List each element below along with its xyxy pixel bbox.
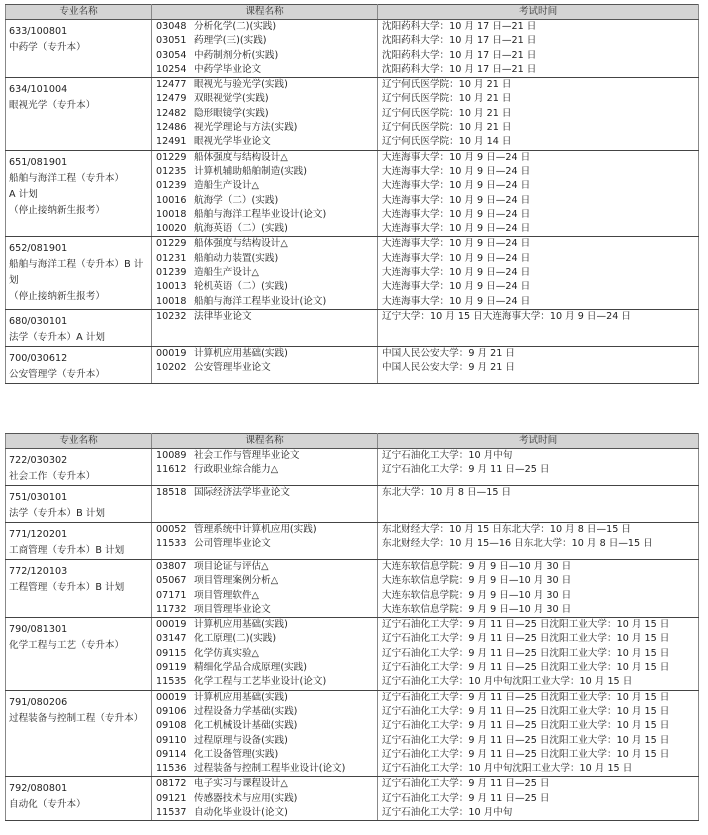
course-name: 项目管理软件△: [194, 589, 259, 601]
course-code: 03147: [156, 633, 187, 645]
course-name: 项目管理毕业论文: [194, 603, 271, 615]
course-code: 10089: [156, 450, 187, 461]
exam-time: 大连海事大学：10 月 9 日—24 日: [382, 208, 531, 220]
course-name: 造船生产设计△: [194, 180, 259, 192]
exam-time: 辽宁石油化工大学：10 月中旬: [382, 807, 513, 819]
course-name: 管理系统中计算机应用(实践): [194, 524, 317, 535]
major-line: 工商管理（专升本）B 计划: [9, 545, 125, 556]
table-row: [6, 237, 699, 309]
exam-time: 大连东软信息学院：9 月 9 日—10 月 30 日: [382, 575, 572, 587]
course-name: 视光学理论与方法(实践): [194, 122, 298, 134]
course-item: [152, 49, 377, 63]
exam-time: 辽宁石油化工大学：9 月 11 日—25 日沈阳工业大学：10 月 15 日: [382, 748, 670, 760]
exam-time: 东北大学：10 月 8 日—15 日: [382, 487, 512, 498]
course-item: [152, 618, 377, 632]
course-code: 10018: [156, 208, 187, 220]
exam-time: 辽宁石油化工大学：9 月 11 日—25 日: [382, 778, 550, 790]
header-major: 专业名称: [6, 5, 152, 20]
time-cell: [378, 560, 699, 618]
course-item: [152, 748, 377, 762]
course-item: [152, 762, 377, 776]
course-name: 双眼视觉学(实践): [194, 93, 269, 105]
exam-time: 中国人民公安大学：9 月 21 日: [382, 362, 515, 374]
course-code: 11533: [156, 538, 187, 550]
course-cell: [152, 486, 378, 523]
course-code: 10232: [156, 310, 187, 322]
course-name: 行政职业综合能力△: [194, 464, 279, 476]
course-item: [152, 691, 377, 705]
exam-time: 大连海事大学：10 月 9 日—24 日: [382, 267, 531, 279]
exam-time: 大连海事大学：10 月 9 日—24 日: [382, 252, 531, 264]
major-line: 自动化（专升本）: [9, 799, 86, 811]
header-time: 考试时间: [378, 5, 699, 20]
exam-time: 沈阳药科大学：10 月 17 日—21 日: [382, 35, 537, 47]
course-code: 01239: [156, 267, 187, 279]
course-item: [152, 719, 377, 733]
exam-time: 大连海事大学：10 月 9 日—24 日: [382, 281, 531, 293]
exam-time: 辽宁石油化工大学：9 月 11 日—25 日: [382, 464, 550, 476]
course-cell: [152, 523, 378, 560]
course-code: 09114: [156, 748, 187, 760]
exam-time: 辽宁何氏医学院：10 月 21 日: [382, 79, 512, 91]
course-code: 09121: [156, 792, 187, 804]
course-item: [152, 252, 377, 266]
course-name: 航海学（二）(实践): [194, 194, 279, 206]
course-item: [152, 179, 377, 193]
course-code: 01229: [156, 151, 187, 163]
exam-time: 辽宁石油化工大学：10 月中旬沈阳工业大学：10 月 15 日: [382, 676, 633, 688]
course-item: [152, 486, 377, 500]
exam-time: 辽宁石油化工大学：9 月 11 日—25 日沈阳工业大学：10 月 15 日: [382, 662, 670, 674]
course-code: 12486: [156, 122, 187, 134]
course-cell: [152, 449, 378, 486]
exam-schedule-table-1: [5, 4, 699, 384]
exam-time: 东北财经大学：10 月 15—16 日东北大学：10 月 8 日—15 日: [382, 538, 653, 550]
exam-time: 辽宁大学：10 月 15 日大连海事大学：10 月 9 日—24 日: [382, 310, 631, 322]
exam-time: 大连东软信息学院：9 月 9 日—10 月 30 日: [382, 589, 572, 601]
table-row: [6, 346, 699, 383]
course-name: 电子实习与课程设计△: [194, 778, 288, 790]
course-code: 05067: [156, 575, 187, 587]
major-line: 791/080206: [9, 696, 68, 708]
time-cell: [378, 20, 699, 78]
course-item: [152, 222, 377, 236]
major-line: 划: [9, 275, 19, 287]
table-row: [6, 486, 699, 523]
exam-time: 沈阳药科大学：10 月 17 日—21 日: [382, 49, 537, 61]
major-cell: [6, 690, 152, 777]
course-code: 07171: [156, 589, 187, 601]
major-line: 651/081901: [9, 156, 68, 168]
major-line: 634/101004: [9, 84, 68, 96]
course-code: 10202: [156, 362, 187, 374]
table-row: [6, 523, 699, 560]
table-row: [6, 777, 699, 821]
table-row: [6, 690, 699, 777]
course-item: [152, 449, 377, 463]
exam-time: 大连海事大学：10 月 9 日—24 日: [382, 180, 531, 192]
course-code: 09110: [156, 734, 187, 746]
table-body: [6, 449, 699, 821]
course-item: [152, 574, 377, 588]
major-line: 680/030101: [9, 315, 68, 327]
course-item: [152, 792, 377, 806]
major-line: （停止接纳新生报考）: [9, 291, 105, 303]
course-item: [152, 310, 377, 324]
course-name: 传感器技术与应用(实践): [194, 792, 298, 804]
course-cell: [152, 346, 378, 383]
course-name: 项目论证与评估△: [194, 561, 269, 572]
course-code: 10013: [156, 281, 187, 293]
course-code: 00052: [156, 524, 187, 535]
header-time: 考试时间: [378, 434, 699, 449]
course-name: 造船生产设计△: [194, 267, 259, 279]
course-code: 11732: [156, 603, 187, 615]
course-code: 00019: [156, 347, 187, 359]
exam-time: 大连海事大学：10 月 9 日—24 日: [382, 238, 531, 250]
course-code: 12477: [156, 79, 187, 91]
exam-time: 辽宁石油化工大学：9 月 11 日—25 日沈阳工业大学：10 月 15 日: [382, 633, 670, 645]
course-name: 计算机应用基础(实践): [194, 691, 288, 703]
course-name: 过程装备与控制工程毕业设计(论文): [194, 763, 346, 775]
course-code: 00019: [156, 619, 187, 631]
time-cell: [378, 346, 699, 383]
course-item: [152, 135, 377, 149]
course-code: 01229: [156, 238, 187, 250]
exam-time: 大连海事大学：10 月 9 日—24 日: [382, 165, 531, 177]
course-name: 精细化学品合成原理(实践): [194, 662, 308, 674]
course-cell: [152, 150, 378, 237]
exam-time: 辽宁何氏医学院：10 月 21 日: [382, 93, 512, 105]
course-name: 中药学毕业论文: [194, 63, 262, 75]
table-row: [6, 449, 699, 486]
course-code: 12482: [156, 107, 187, 119]
course-name: 过程设备力学基础(实践): [194, 705, 298, 717]
course-name: 船体强度与结构设计△: [194, 151, 288, 163]
course-cell: [152, 309, 378, 346]
course-code: 12479: [156, 93, 187, 105]
major-cell: [6, 346, 152, 383]
major-line: 772/120103: [9, 566, 68, 577]
course-code: 01231: [156, 252, 187, 264]
exam-time: 辽宁石油化工大学：9 月 11 日—25 日沈阳工业大学：10 月 15 日: [382, 705, 670, 717]
course-name: 化学仿真实验△: [194, 647, 259, 659]
course-item: [152, 165, 377, 179]
course-code: 10018: [156, 295, 187, 307]
course-item: [152, 34, 377, 48]
course-name: 眼视光学毕业论文: [194, 136, 271, 148]
course-item: [152, 92, 377, 106]
exam-time: 辽宁石油化工大学：10 月中旬沈阳工业大学：10 月 15 日: [382, 763, 633, 775]
course-item: [152, 560, 377, 574]
table-row: [6, 560, 699, 618]
course-item: [152, 347, 377, 361]
course-item: [152, 661, 377, 675]
course-name: 公司管理毕业论文: [194, 538, 271, 550]
course-name: 社会工作与管理毕业论文: [194, 450, 300, 461]
major-cell: [6, 20, 152, 78]
exam-time: 辽宁何氏医学院：10 月 14 日: [382, 136, 512, 148]
time-cell: [378, 449, 699, 486]
major-line: 社会工作（专升本）: [9, 471, 96, 482]
major-line: 船舶与海洋工程（专升本）B 计: [9, 259, 144, 271]
table-row: [6, 78, 699, 150]
exam-time: 东北财经大学：10 月 15 日东北大学：10 月 8 日—15 日: [382, 524, 631, 535]
course-name: 计算机应用基础(实践): [194, 347, 288, 359]
major-line: 751/030101: [9, 492, 68, 503]
major-line: 633/100801: [9, 26, 68, 37]
course-name: 自动化毕业设计(论文): [194, 807, 288, 819]
table-row: [6, 618, 699, 690]
major-line: 792/080801: [9, 783, 68, 795]
time-cell: [378, 237, 699, 309]
course-item: [152, 208, 377, 222]
table-header-row: [6, 434, 699, 449]
exam-time: 大连海事大学：10 月 9 日—24 日: [382, 295, 531, 307]
course-code: 03054: [156, 49, 187, 61]
course-item: [152, 266, 377, 280]
major-cell: [6, 309, 152, 346]
course-item: [152, 194, 377, 208]
course-name: 国际经济法学毕业论文: [194, 487, 290, 498]
course-code: 12491: [156, 136, 187, 148]
course-code: 09108: [156, 720, 187, 732]
table-row: [6, 20, 699, 78]
course-name: 化工原理(二)(实践): [194, 633, 277, 645]
course-item: [152, 632, 377, 646]
course-code: 09119: [156, 662, 187, 674]
course-code: 01235: [156, 165, 187, 177]
major-cell: [6, 237, 152, 309]
course-cell: [152, 618, 378, 690]
course-item: [152, 151, 377, 165]
major-line: 法学（专升本）B 计划: [9, 508, 105, 519]
time-cell: [378, 150, 699, 237]
course-cell: [152, 78, 378, 150]
course-item: [152, 463, 377, 477]
course-item: [152, 734, 377, 748]
major-line: 700/030612: [9, 352, 68, 364]
major-cell: [6, 78, 152, 150]
course-name: 过程原理与设备(实践): [194, 734, 288, 746]
course-name: 隐形眼镜学(实践): [194, 107, 269, 119]
course-code: 11537: [156, 807, 187, 819]
exam-time: 大连东软信息学院：9 月 9 日—10 月 30 日: [382, 603, 572, 615]
exam-time: 大连海事大学：10 月 9 日—24 日: [382, 223, 531, 235]
course-name: 化工机械设计基础(实践): [194, 720, 298, 732]
course-cell: [152, 560, 378, 618]
exam-time: 辽宁何氏医学院：10 月 21 日: [382, 122, 512, 134]
exam-time: 辽宁石油化工大学：9 月 11 日—25 日沈阳工业大学：10 月 15 日: [382, 619, 670, 631]
major-line: 工程管理（专升本）B 计划: [9, 582, 125, 593]
course-item: [152, 63, 377, 77]
course-name: 眼视光与验光学(实践): [194, 79, 288, 91]
time-cell: [378, 690, 699, 777]
course-item: [152, 603, 377, 617]
exam-time: 大连海事大学：10 月 9 日—24 日: [382, 151, 531, 163]
course-item: [152, 107, 377, 121]
major-line: 船舶与海洋工程（专升本）: [9, 172, 125, 184]
course-name: 计算机辅助船舶制造(实践): [194, 165, 308, 177]
table-row: [6, 150, 699, 237]
header-course: 课程名称: [152, 434, 378, 449]
course-item: [152, 705, 377, 719]
course-name: 项目管理案例分析△: [194, 575, 279, 587]
exam-schedule-table-2: [5, 433, 699, 821]
major-line: 法学（专升本）A 计划: [9, 331, 105, 343]
course-code: 08172: [156, 778, 187, 790]
exam-time: 辽宁石油化工大学：9 月 11 日—25 日: [382, 792, 550, 804]
course-item: [152, 361, 377, 375]
course-name: 药理学(三)(实践): [194, 35, 267, 47]
major-cell: [6, 449, 152, 486]
major-cell: [6, 486, 152, 523]
course-name: 分析化学(二)(实践): [194, 21, 277, 32]
course-code: 11536: [156, 763, 187, 775]
exam-time: 沈阳药科大学：10 月 17 日—21 日: [382, 63, 537, 75]
course-name: 轮机英语（二）(实践): [194, 281, 288, 293]
major-line: A 计划: [9, 188, 38, 200]
exam-time: 辽宁石油化工大学：9 月 11 日—25 日沈阳工业大学：10 月 15 日: [382, 720, 670, 732]
course-code: 10016: [156, 194, 187, 206]
course-item: [152, 78, 377, 92]
course-cell: [152, 237, 378, 309]
header-course: 课程名称: [152, 5, 378, 20]
major-line: 眼视光学（专升本）: [9, 100, 96, 112]
course-cell: [152, 690, 378, 777]
major-line: 公安管理学（专升本）: [9, 368, 105, 380]
course-cell: [152, 777, 378, 821]
exam-time: 辽宁石油化工大学：9 月 11 日—25 日沈阳工业大学：10 月 15 日: [382, 691, 670, 703]
time-cell: [378, 309, 699, 346]
table-row: [6, 309, 699, 346]
major-line: 中药学（专升本）: [9, 42, 86, 53]
course-item: [152, 523, 377, 537]
time-cell: [378, 523, 699, 560]
time-cell: [378, 78, 699, 150]
course-item: [152, 237, 377, 251]
major-line: 652/081901: [9, 243, 68, 255]
major-cell: [6, 618, 152, 690]
exam-time: 辽宁何氏医学院：10 月 21 日: [382, 107, 512, 119]
time-cell: [378, 618, 699, 690]
major-line: 化学工程与工艺（专升本）: [9, 640, 125, 652]
major-line: 790/081301: [9, 624, 68, 636]
course-item: [152, 806, 377, 820]
course-code: 10020: [156, 223, 187, 235]
course-code: 01239: [156, 180, 187, 192]
course-item: [152, 675, 377, 689]
time-cell: [378, 486, 699, 523]
course-name: 法律毕业论文: [194, 310, 252, 322]
course-code: 18518: [156, 487, 187, 498]
course-code: 09115: [156, 647, 187, 659]
header-major: 专业名称: [6, 434, 152, 449]
course-code: 00019: [156, 691, 187, 703]
exam-time: 大连海事大学：10 月 9 日—24 日: [382, 194, 531, 206]
course-name: 船体强度与结构设计△: [194, 238, 288, 250]
major-cell: [6, 523, 152, 560]
course-name: 化工设备管理(实践): [194, 748, 279, 760]
exam-time: 沈阳药科大学：10 月 17 日—21 日: [382, 21, 537, 32]
course-code: 03051: [156, 35, 187, 47]
major-cell: [6, 150, 152, 237]
course-name: 船舶与海洋工程毕业设计(论文): [194, 208, 327, 220]
course-name: 化学工程与工艺毕业设计(论文): [194, 676, 327, 688]
exam-time: 大连东软信息学院：9 月 9 日—10 月 30 日: [382, 561, 572, 572]
time-cell: [378, 777, 699, 821]
course-code: 10254: [156, 63, 187, 75]
major-line: 771/120201: [9, 529, 68, 540]
major-line: 722/030302: [9, 455, 68, 466]
major-line: （停止接纳新生报考）: [9, 204, 105, 216]
course-cell: [152, 20, 378, 78]
course-code: 09106: [156, 705, 187, 717]
course-item: [152, 647, 377, 661]
course-name: 公安管理毕业论文: [194, 362, 271, 374]
course-code: 03048: [156, 21, 187, 32]
course-name: 计算机应用基础(实践): [194, 619, 288, 631]
course-name: 航海英语（二）(实践): [194, 223, 288, 235]
major-line: 过程装备与控制工程（专升本）: [9, 712, 144, 724]
table-header-row: [6, 5, 699, 20]
course-item: [152, 295, 377, 309]
course-name: 船舶与海洋工程毕业设计(论文): [194, 295, 327, 307]
major-cell: [6, 560, 152, 618]
course-item: [152, 280, 377, 294]
course-code: 11535: [156, 676, 187, 688]
course-item: [152, 121, 377, 135]
table-body: [6, 20, 699, 384]
course-item: [152, 20, 377, 34]
course-item: [152, 537, 377, 551]
exam-time: 中国人民公安大学：9 月 21 日: [382, 347, 515, 359]
exam-time: 辽宁石油化工大学：9 月 11 日—25 日沈阳工业大学：10 月 15 日: [382, 647, 670, 659]
course-name: 中药制剂分析(实践): [194, 49, 279, 61]
course-code: 11612: [156, 464, 187, 476]
major-cell: [6, 777, 152, 821]
course-code: 03807: [156, 561, 187, 572]
course-name: 船舶动力装置(实践): [194, 252, 279, 264]
course-item: [152, 777, 377, 791]
course-item: [152, 589, 377, 603]
exam-time: 辽宁石油化工大学：9 月 11 日—25 日沈阳工业大学：10 月 15 日: [382, 734, 670, 746]
exam-time: 辽宁石油化工大学：10 月中旬: [382, 450, 513, 461]
